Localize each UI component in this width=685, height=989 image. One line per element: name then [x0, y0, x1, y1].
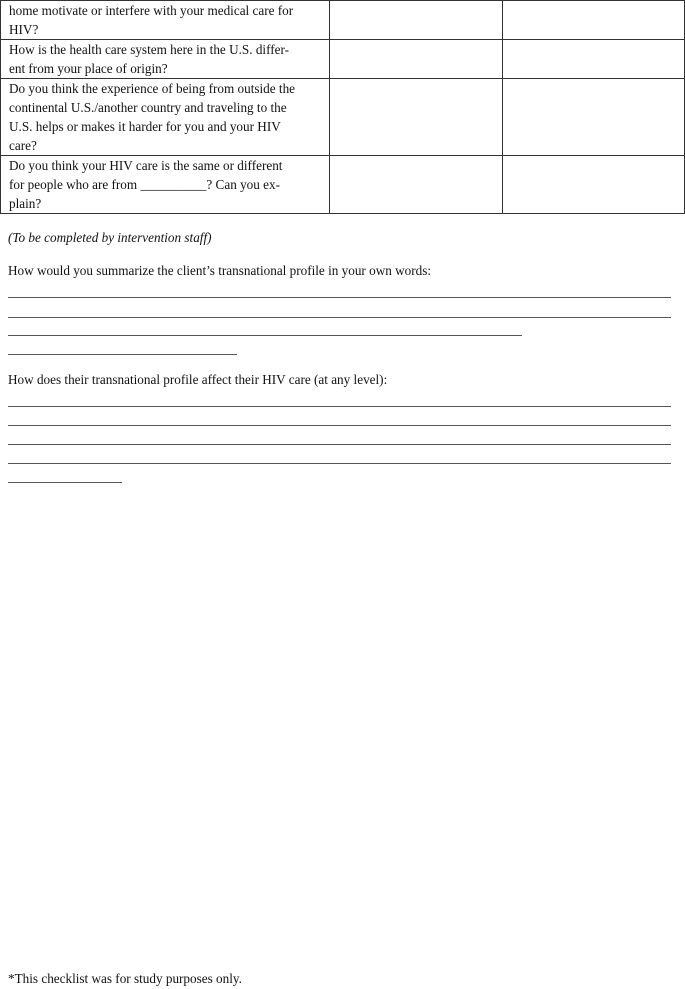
- question-line: ent from your place of origin?: [9, 61, 168, 76]
- staff-note: (To be completed by intervention staff): [8, 230, 212, 245]
- question-cell: [1, 1, 330, 40]
- footnote: *This checklist was for study purposes only.: [8, 971, 242, 986]
- summary-answer-line[interactable]: [8, 297, 671, 298]
- question-cell: [1, 79, 330, 156]
- notes-cell[interactable]: [503, 1, 685, 40]
- question-line: HIV?: [9, 22, 39, 37]
- question-line: for people who are from __________? Can you ex-: [9, 177, 281, 192]
- table-row: [1, 40, 685, 79]
- summary-answer-line[interactable]: [8, 335, 522, 336]
- question-line: Do you think your HIV care is the same or different: [9, 158, 283, 173]
- summary-answer-line[interactable]: [8, 354, 237, 355]
- interview-question-table: [0, 0, 685, 214]
- question-line: continental U.S./another country and traveling to the: [9, 100, 287, 115]
- notes-cell[interactable]: [503, 40, 685, 79]
- question-line: Do you think the experience of being from outside the: [9, 81, 296, 96]
- question-line: plain?: [9, 196, 42, 211]
- response-cell[interactable]: [330, 79, 503, 156]
- hiv-care-effect-prompt: How does their transnational profile affect their HIV care (at any level):: [8, 372, 388, 387]
- effect-answer-line[interactable]: [8, 425, 671, 426]
- question-cell: [1, 40, 330, 79]
- table-row: [1, 1, 685, 40]
- response-cell[interactable]: [330, 156, 503, 214]
- effect-answer-line[interactable]: [8, 482, 122, 483]
- question-line: U.S. helps or makes it harder for you and your HIV: [9, 119, 281, 134]
- notes-cell[interactable]: [503, 79, 685, 156]
- question-line: home motivate or interfere with your medical care for: [9, 3, 294, 18]
- effect-answer-line[interactable]: [8, 463, 671, 464]
- summary-answer-line[interactable]: [8, 317, 671, 318]
- effect-answer-line[interactable]: [8, 406, 671, 407]
- response-cell[interactable]: [330, 40, 503, 79]
- question-line: How is the health care system here in the U.S. differ-: [9, 42, 290, 57]
- response-cell[interactable]: [330, 1, 503, 40]
- table-row: [1, 156, 685, 214]
- effect-answer-line[interactable]: [8, 444, 671, 445]
- notes-cell[interactable]: [503, 156, 685, 214]
- table-row: [1, 79, 685, 156]
- question-line: care?: [9, 138, 37, 153]
- summary-prompt: How would you summarize the client’s transnational profile in your own words:: [8, 263, 432, 278]
- question-cell: [1, 156, 330, 214]
